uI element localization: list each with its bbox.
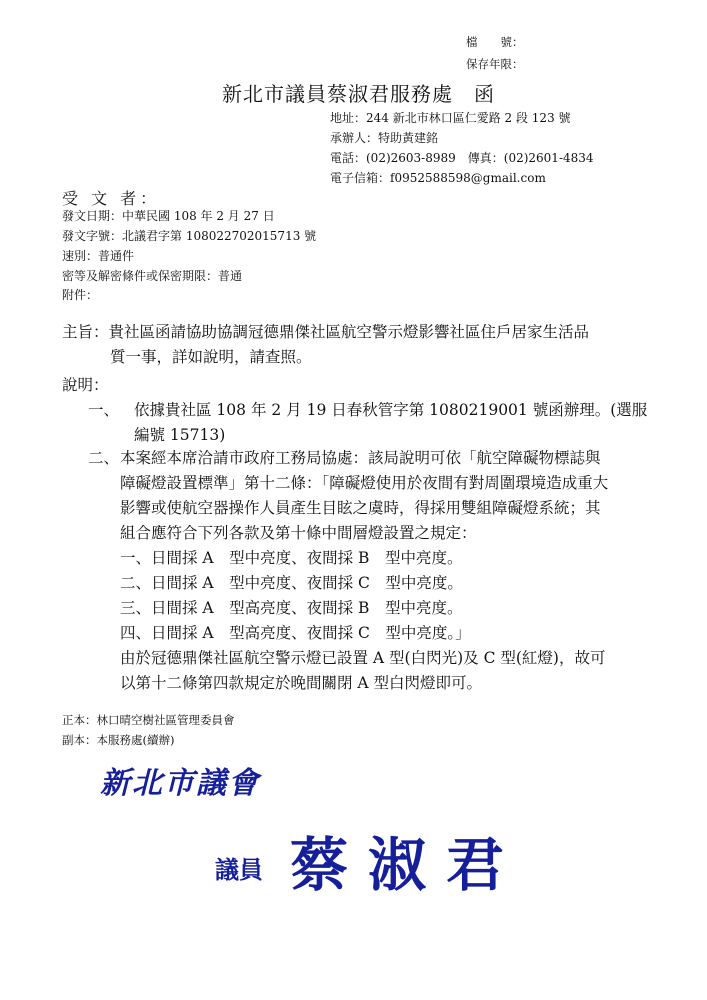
attachments: 附件： (62, 288, 99, 302)
item-1-line-1: 依據貴社區 108 年 2 月 19 日春秋管字第 1080219001 號函辦理。(選服 (134, 401, 648, 419)
document-number: 發文字號：北議君字第 108022702015713 號 (62, 229, 317, 243)
contact-email: 電子信箱：f0952588598@gmail.com (330, 171, 546, 185)
councilor-name-stamp: 蔡淑君 (290, 831, 525, 899)
contact-handler: 承辦人：特助黃建銘 (330, 131, 439, 145)
file-number-label: 檔 號： (466, 35, 524, 49)
original-recipient: 正本：林口晴空樹社區管理委員會 (62, 713, 235, 727)
item-2-line: 影響或使航空器操作人員產生目眩之虞時，得採用雙組障礙燈系統；其 (120, 499, 601, 517)
item-2-line: 本案經本席洽請市政府工務局協處：該局說明可依「航空障礙物標誌與 (120, 449, 601, 467)
item-1-line-2: 編號 15713) (134, 426, 226, 444)
security-level: 密等及解密條件或保密期限：普通 (62, 269, 243, 283)
document-title: 新北市議員蔡淑君服務處 函 (222, 82, 495, 106)
recipient-label: 受 文 者： (62, 189, 161, 208)
item-2-number: 二、 (88, 449, 120, 467)
issue-date: 發文日期：中華民國 108 年 2 月 27 日 (62, 209, 275, 223)
contact-address: 地址：244 新北市林口區仁愛路 2 段 123 號 (330, 111, 571, 125)
explanation-label: 說明： (62, 376, 109, 394)
delivery-speed: 速別：普通件 (62, 249, 135, 263)
item-2-subclause: 三、日間採 A 型高亮度、夜間採 B 型中亮度。 (120, 599, 463, 617)
subject-line-1: 主旨：貴社區函請協助協調冠德鼎傑社區航空警示燈影響社區住戶居家生活品 (62, 323, 590, 341)
contact-phone-fax: 電話：(02)2603-8989 傳真：(02)2601-4834 (330, 151, 594, 165)
item-2-line: 組合應符合下列各款及第十條中間層燈設置之規定： (120, 524, 477, 542)
item-2-line: 障礙燈設置標準」第十二條：「障礙燈使用於夜間有對周圍環境造成重大 (120, 474, 609, 492)
item-2-subclause: 四、日間採 A 型高亮度、夜間採 C 型中亮度。」 (120, 624, 471, 642)
council-stamp: 新北市議會 (100, 766, 260, 801)
subject-line-2: 質一事，詳如說明，請查照。 (110, 348, 312, 366)
councilor-title-stamp: 議員 (215, 855, 263, 884)
item-2-line: 以第十二條第四款規定於晚間關閉 A 型白閃燈即可。 (120, 674, 483, 692)
copy-recipient: 副本：本服務處(續辦) (62, 733, 175, 747)
item-2-subclause: 一、日間採 A 型中亮度、夜間採 B 型中亮度。 (120, 549, 463, 567)
retention-period-label: 保存年限： (466, 57, 524, 71)
item-1-number: 一、 (88, 401, 120, 419)
item-2-subclause: 二、日間採 A 型中亮度、夜間採 C 型中亮度。 (120, 574, 463, 592)
item-2-line: 由於冠德鼎傑社區航空警示燈已設置 A 型(白閃光)及 C 型(紅燈)，故可 (120, 649, 606, 667)
